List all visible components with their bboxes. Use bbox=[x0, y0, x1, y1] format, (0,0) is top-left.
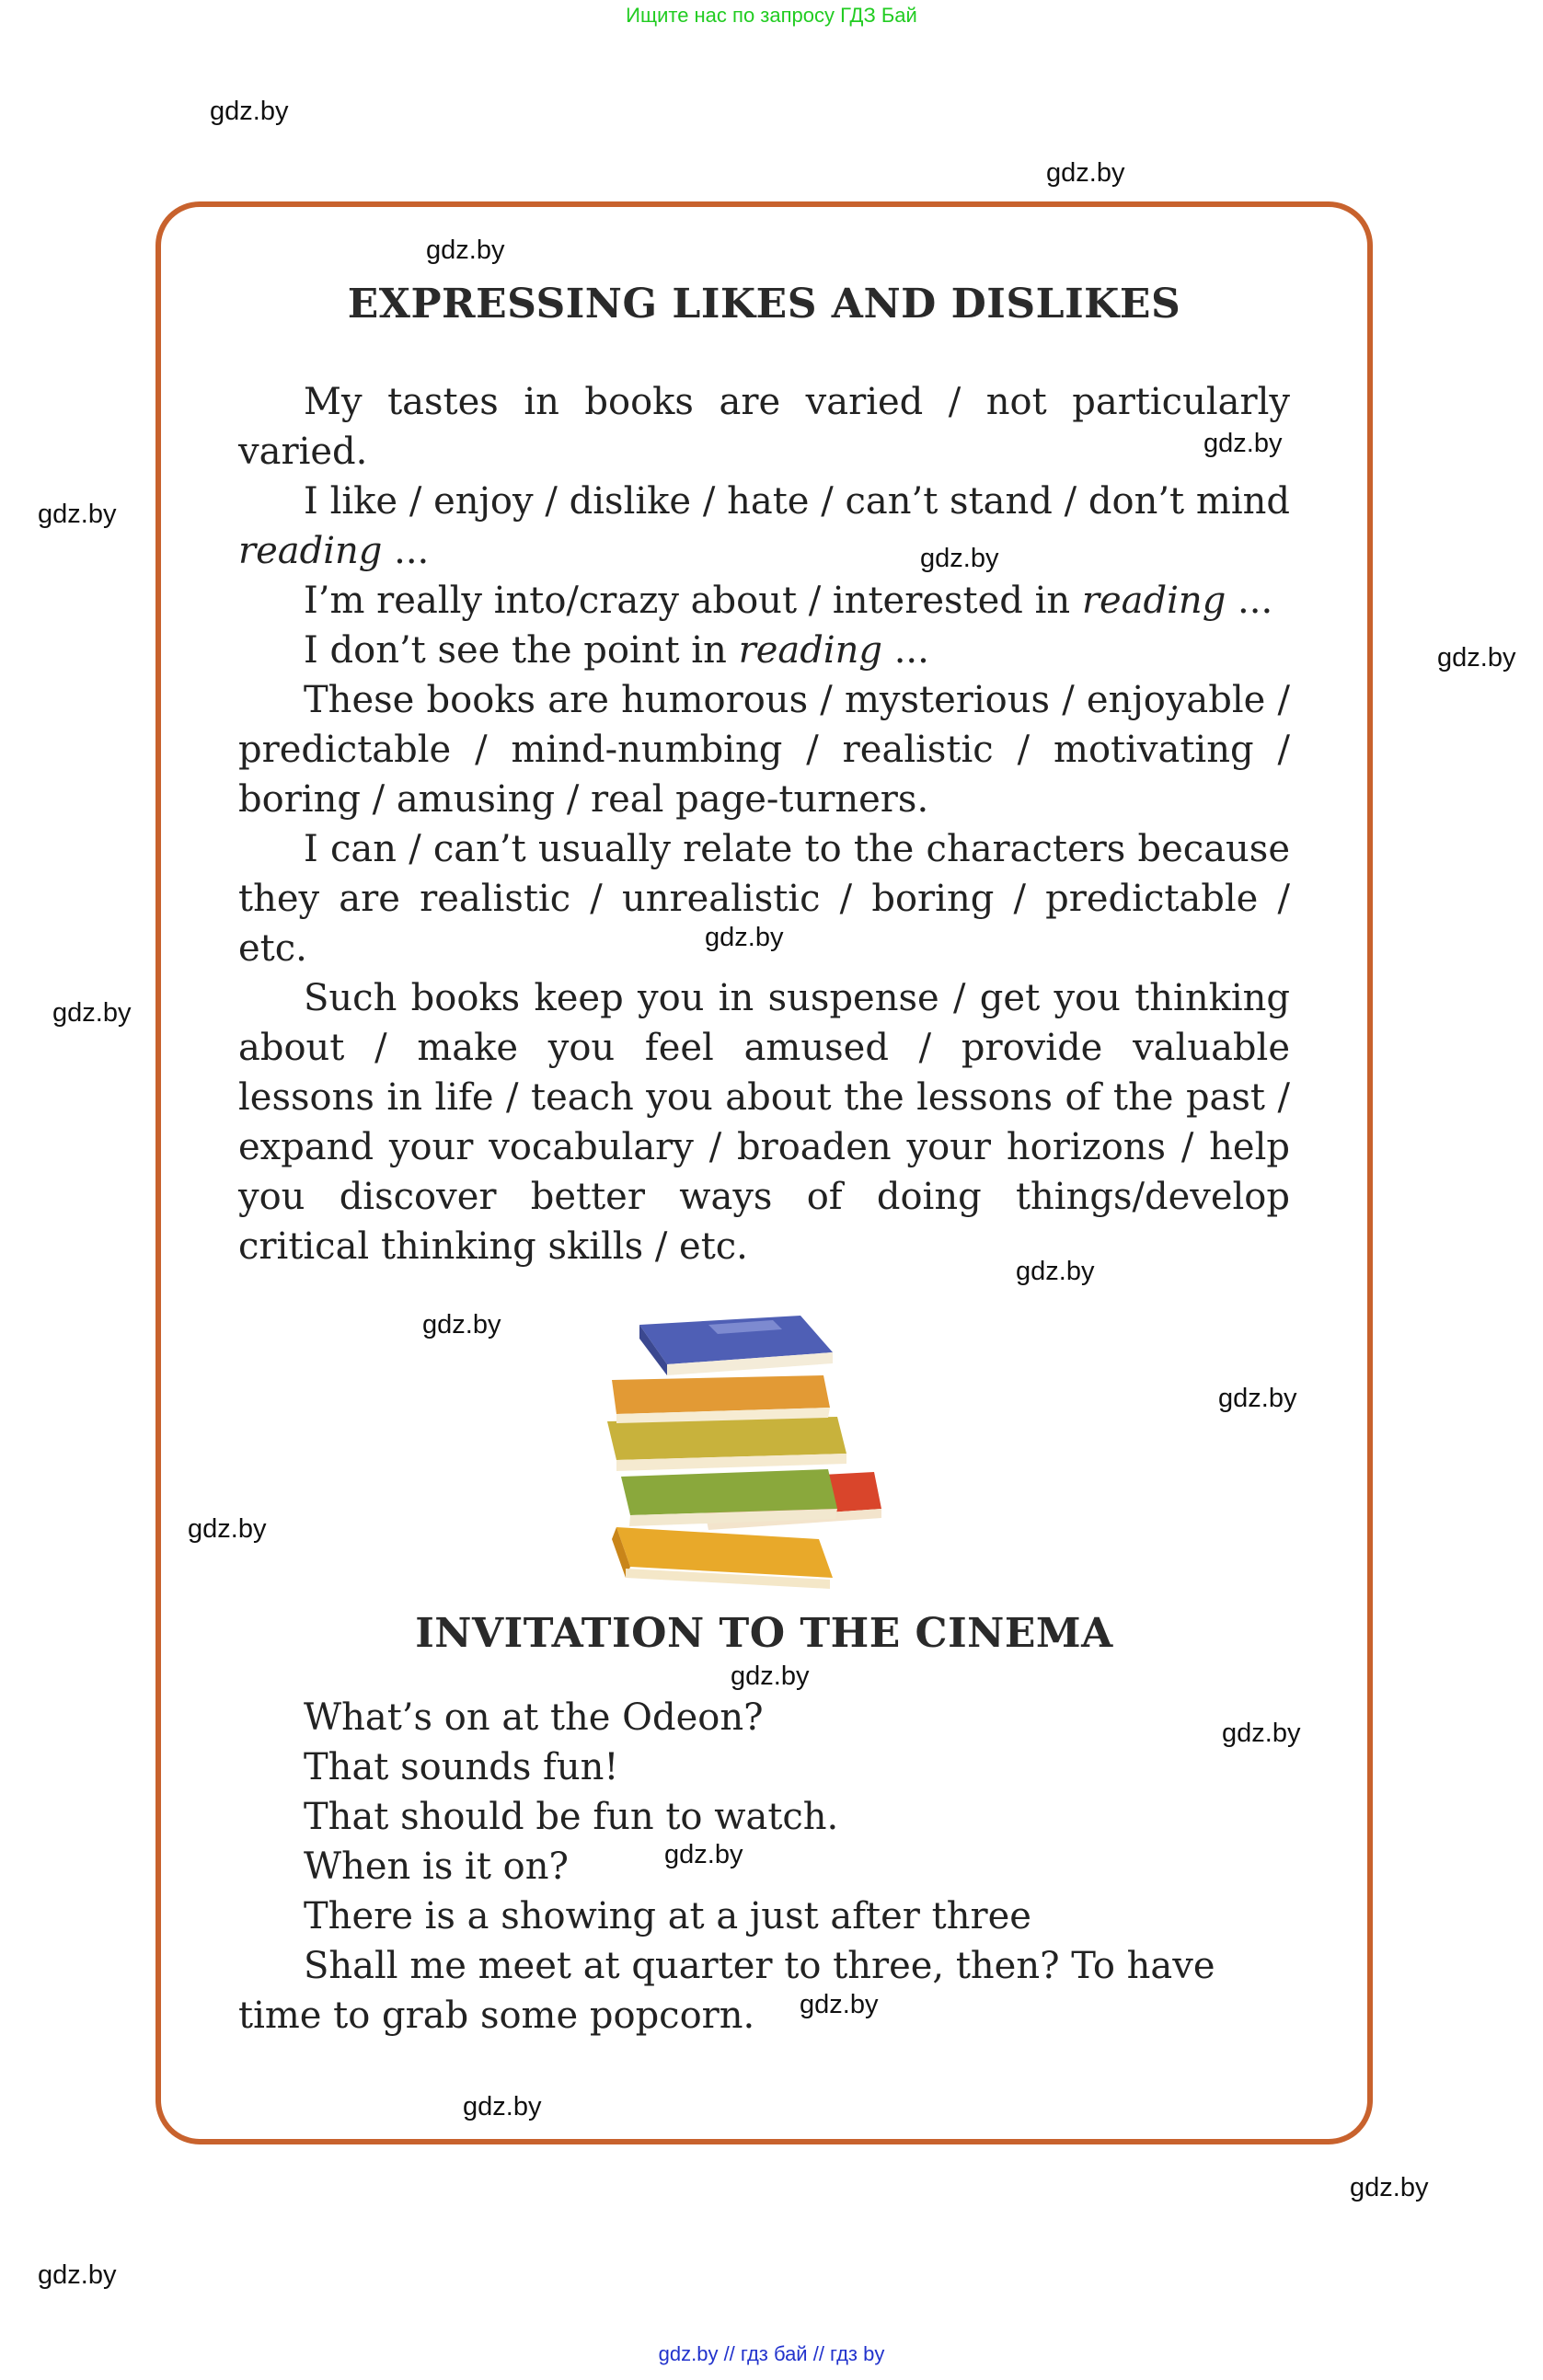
book-stack-icon bbox=[589, 1302, 892, 1596]
watermark: gdz.by bbox=[38, 2260, 117, 2290]
watermark: gdz.by bbox=[1046, 158, 1125, 188]
paragraph: These books are humorous / mysterious / enjoyable / predictable / mind-numbing / realistic / motivating / boring / amusing / real page-turners. bbox=[238, 679, 1290, 821]
watermark: gdz.by bbox=[1016, 1257, 1095, 1286]
watermark: gdz.by bbox=[705, 923, 784, 952]
section-title-cinema: INVITATION TO THE CINEMA bbox=[415, 1610, 1113, 1657]
watermark: gdz.by bbox=[920, 544, 999, 573]
cinema-text-block bbox=[238, 1693, 1290, 2041]
watermark: gdz.by bbox=[731, 1661, 810, 1691]
watermark: gdz.by bbox=[38, 500, 117, 529]
dialogue-line: There is a showing at a just after three bbox=[304, 1895, 1031, 1937]
watermark: gdz.by bbox=[463, 2092, 542, 2121]
paragraph: Such books keep you in suspense / get you thinking about / make you feel amused / provide valuable lessons in life / teach you about the lessons of the past / expand your vocabulary / broaden your horizons / help you discover better ways of doing things/develop critical thinking skills / etc. bbox=[238, 977, 1290, 1268]
watermark: gdz.by bbox=[1218, 1384, 1297, 1413]
likes-text-block bbox=[238, 377, 1290, 1271]
dialogue-line: Shall me meet at quarter to three, then? To have time to grab some popcorn. bbox=[238, 1945, 1215, 2037]
watermark: gdz.by bbox=[188, 1514, 267, 1544]
watermark: gdz.by bbox=[1350, 2173, 1429, 2202]
watermark: gdz.by bbox=[426, 236, 505, 265]
section-title-likes: EXPRESSING LIKES AND DISLIKES bbox=[347, 281, 1181, 328]
watermark: gdz.by bbox=[1437, 643, 1516, 673]
dialogue-line: That should be fun to watch. bbox=[304, 1796, 839, 1838]
watermark: gdz.by bbox=[1222, 1719, 1301, 1748]
paragraph: I’m really into/crazy about / interested in reading ... bbox=[304, 580, 1273, 622]
watermark: gdz.by bbox=[1203, 429, 1283, 458]
top-banner: Ищите нас по запросу ГДЗ Бай bbox=[626, 4, 917, 27]
footer-links[interactable]: gdz.by // гдз бай // гдз by bbox=[658, 2342, 885, 2365]
watermark: gdz.by bbox=[422, 1310, 501, 1339]
watermark: gdz.by bbox=[664, 1840, 743, 1869]
paragraph: My tastes in books are varied / not particularly varied. bbox=[238, 381, 1290, 473]
watermark: gdz.by bbox=[800, 1990, 879, 2019]
watermark: gdz.by bbox=[210, 97, 289, 126]
paragraph: I like / enjoy / dislike / hate / can’t stand / don’t mind reading ... bbox=[238, 480, 1290, 572]
watermark: gdz.by bbox=[52, 998, 132, 1028]
paragraph: I can / can’t usually relate to the characters because they are realistic / unrealistic / boring / predictable / etc. bbox=[238, 828, 1290, 970]
dialogue-line: What’s on at the Odeon? bbox=[304, 1696, 764, 1739]
dialogue-line: That sounds fun! bbox=[304, 1746, 619, 1788]
dialogue-line: When is it on? bbox=[304, 1845, 569, 1888]
paragraph: I don’t see the point in reading ... bbox=[304, 629, 929, 672]
